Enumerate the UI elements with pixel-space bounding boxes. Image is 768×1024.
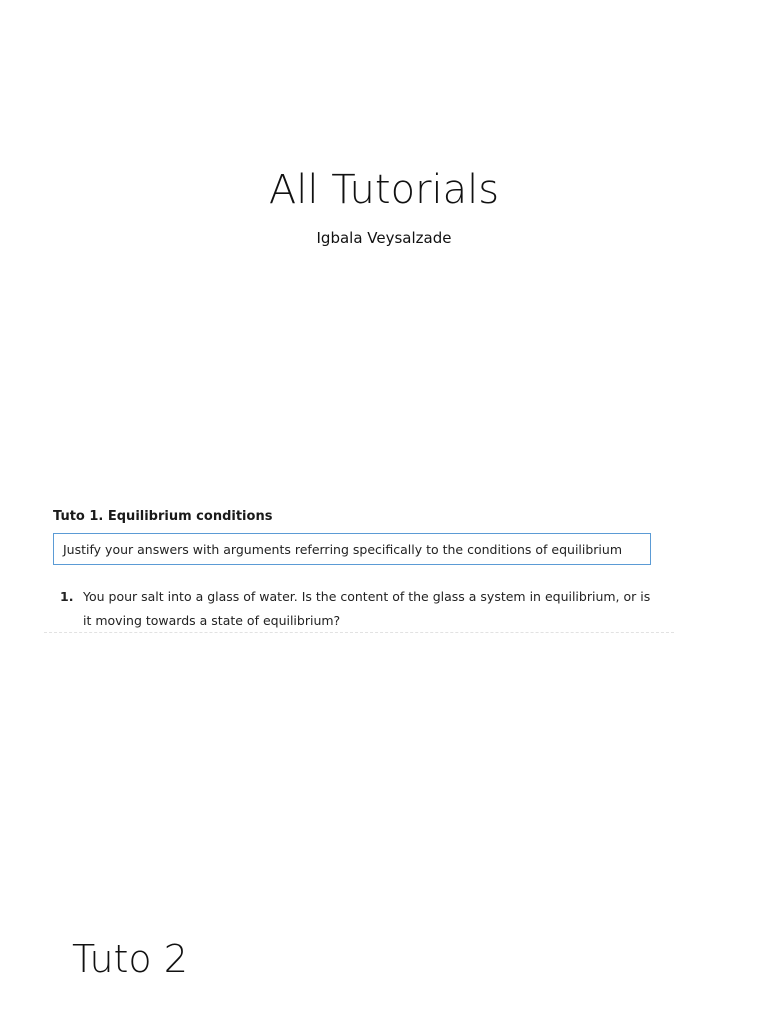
excerpt-heading: Tuto 1. Equilibrium conditions (53, 509, 273, 524)
question-text-line-1: You pour salt into a glass of water. Is the content of the glass a system in equilibrium, or is (83, 589, 651, 604)
instruction-text: Justify your answers with arguments referring specifically to the conditions of equilibrium (63, 541, 623, 557)
question-item (60, 585, 660, 633)
question-number: 1. (60, 589, 74, 604)
author-name: Igbala Veysalzade (316, 229, 452, 247)
tutorial-excerpt-image (44, 500, 674, 642)
question-text-line-2: it moving towards a state of equilibrium? (83, 613, 341, 628)
next-section-title: Tuto 2 (72, 937, 188, 981)
page-title: All Tutorials (268, 167, 500, 213)
instruction-box (53, 533, 651, 565)
dotted-divider (44, 632, 674, 633)
